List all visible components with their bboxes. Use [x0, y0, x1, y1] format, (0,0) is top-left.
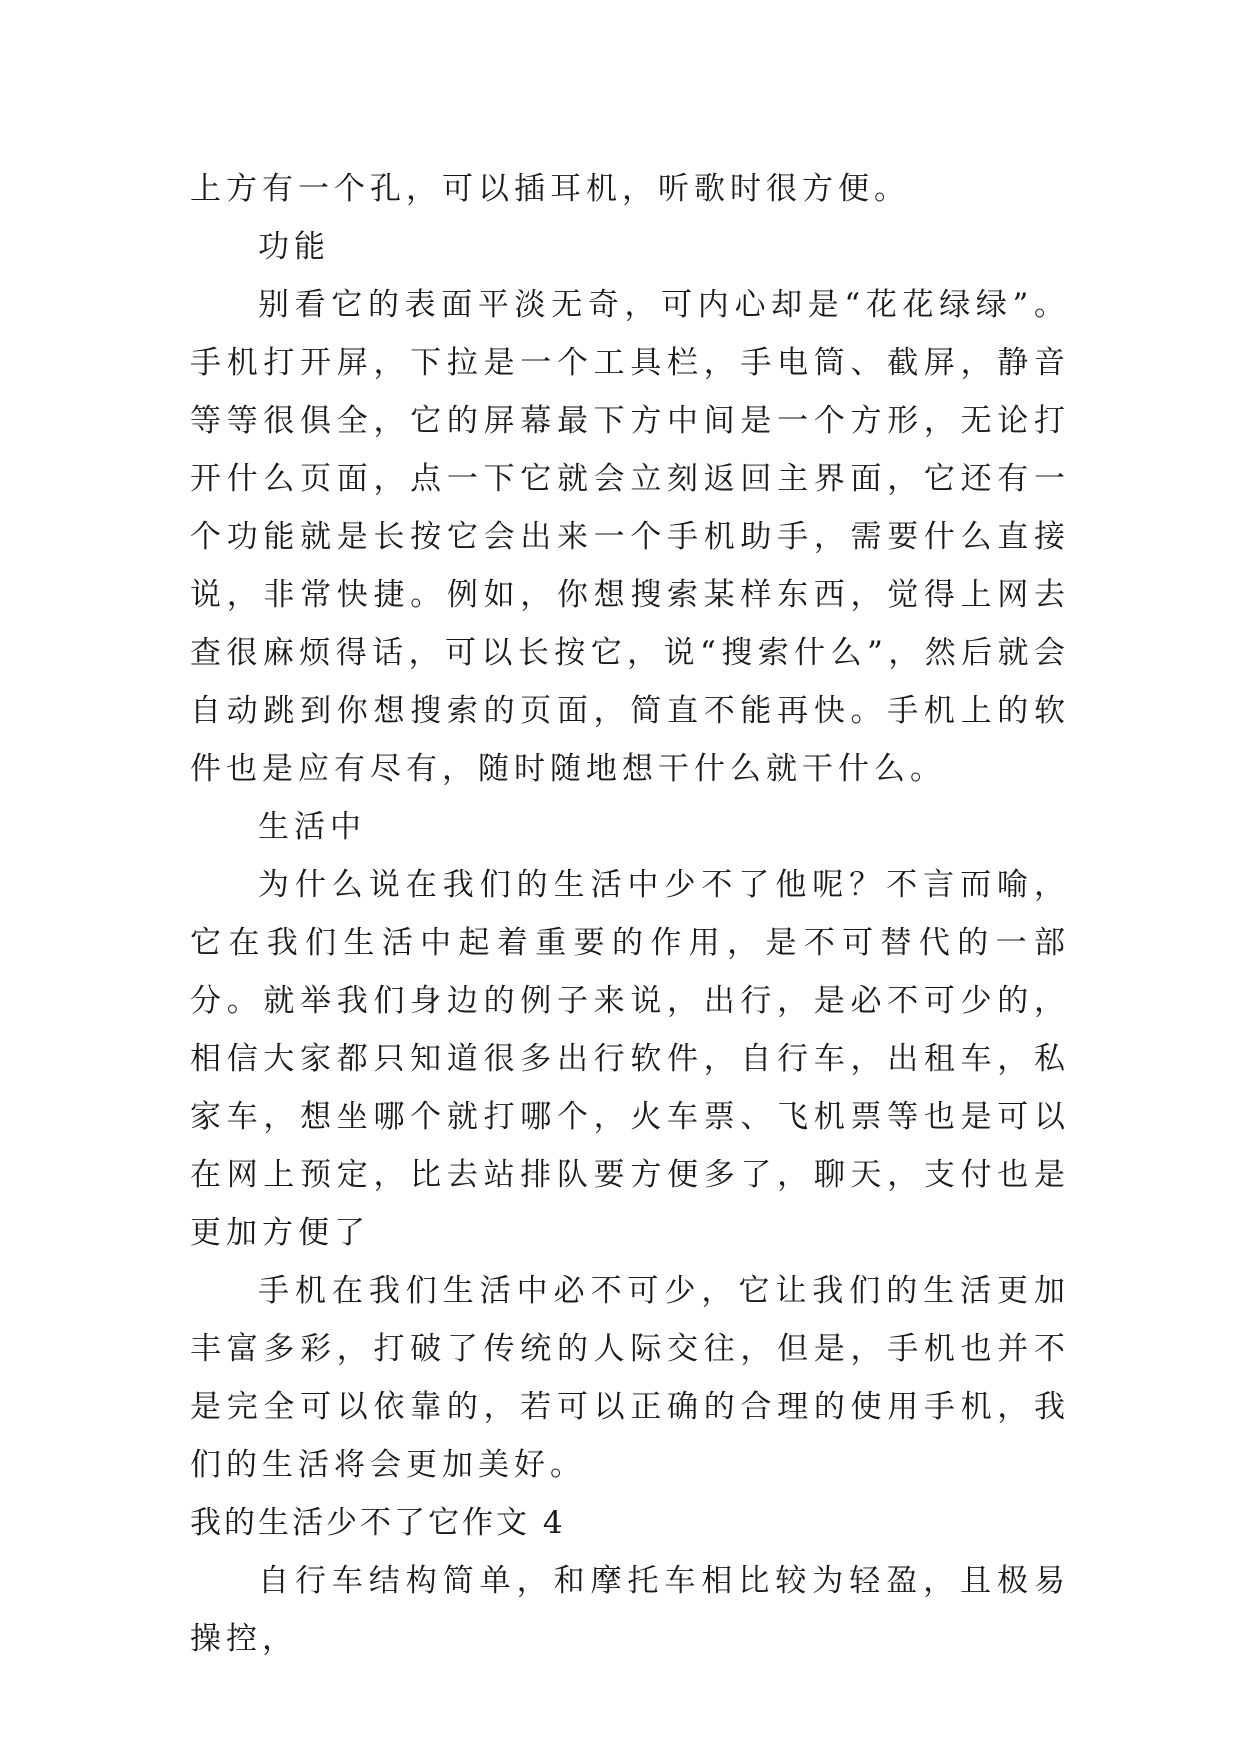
- paragraph: 为什么说在我们的生活中少不了他呢？不言而喻，它在我们生活中起着重要的作用，是不可替代的一部分。就举我们身边的例子来说，出行，是必不可少的，相信大家都只知道很多出行软件，自行车，出租车，私家车，想坐哪个就打哪个，火车票、飞机票等也是可以在网上预定，比去站排队要方便多了，聊天，支付也是更加方便了: [190, 867, 1070, 1251]
- paragraph: 自行车结构简单，和摩托车相比较为轻盈，且极易操控，: [190, 1563, 1070, 1657]
- paragraph: 手机在我们生活中必不可少，它让我们的生活更加丰富多彩，打破了传统的人际交往，但是，手机也并不是完全可以依靠的，若可以正确的合理的使用手机，我们的生活将会更加美好。: [190, 1273, 1070, 1483]
- section-title: 我的生活少不了它作文 4: [190, 1505, 566, 1541]
- document-body: [190, 160, 1070, 1668]
- paragraph: 别看它的表面平淡无奇，可内心却是“花花绿绿”。手机打开屏，下拉是一个工具栏，手电筒、截屏，静音等等很俱全，它的屏幕最下方中间是一个方形，无论打开什么页面，点一下它就会立刻返回主界面，它还有一个功能就是长按它会出来一个手机助手，需要什么直接说，非常快捷。例如，你想搜索某样东西，觉得上网去查很麻烦得话，可以长按它，说“搜索什么”，然后就会自动跳到你想搜索的页面，简直不能再快。手机上的软件也是应有尽有，随时随地想干什么就干什么。: [190, 287, 1070, 787]
- subheading-function: 功能: [258, 229, 330, 265]
- paragraph: 上方有一个孔，可以插耳机，听歌时很方便。: [190, 171, 910, 207]
- subheading-daily-life: 生活中: [258, 809, 366, 845]
